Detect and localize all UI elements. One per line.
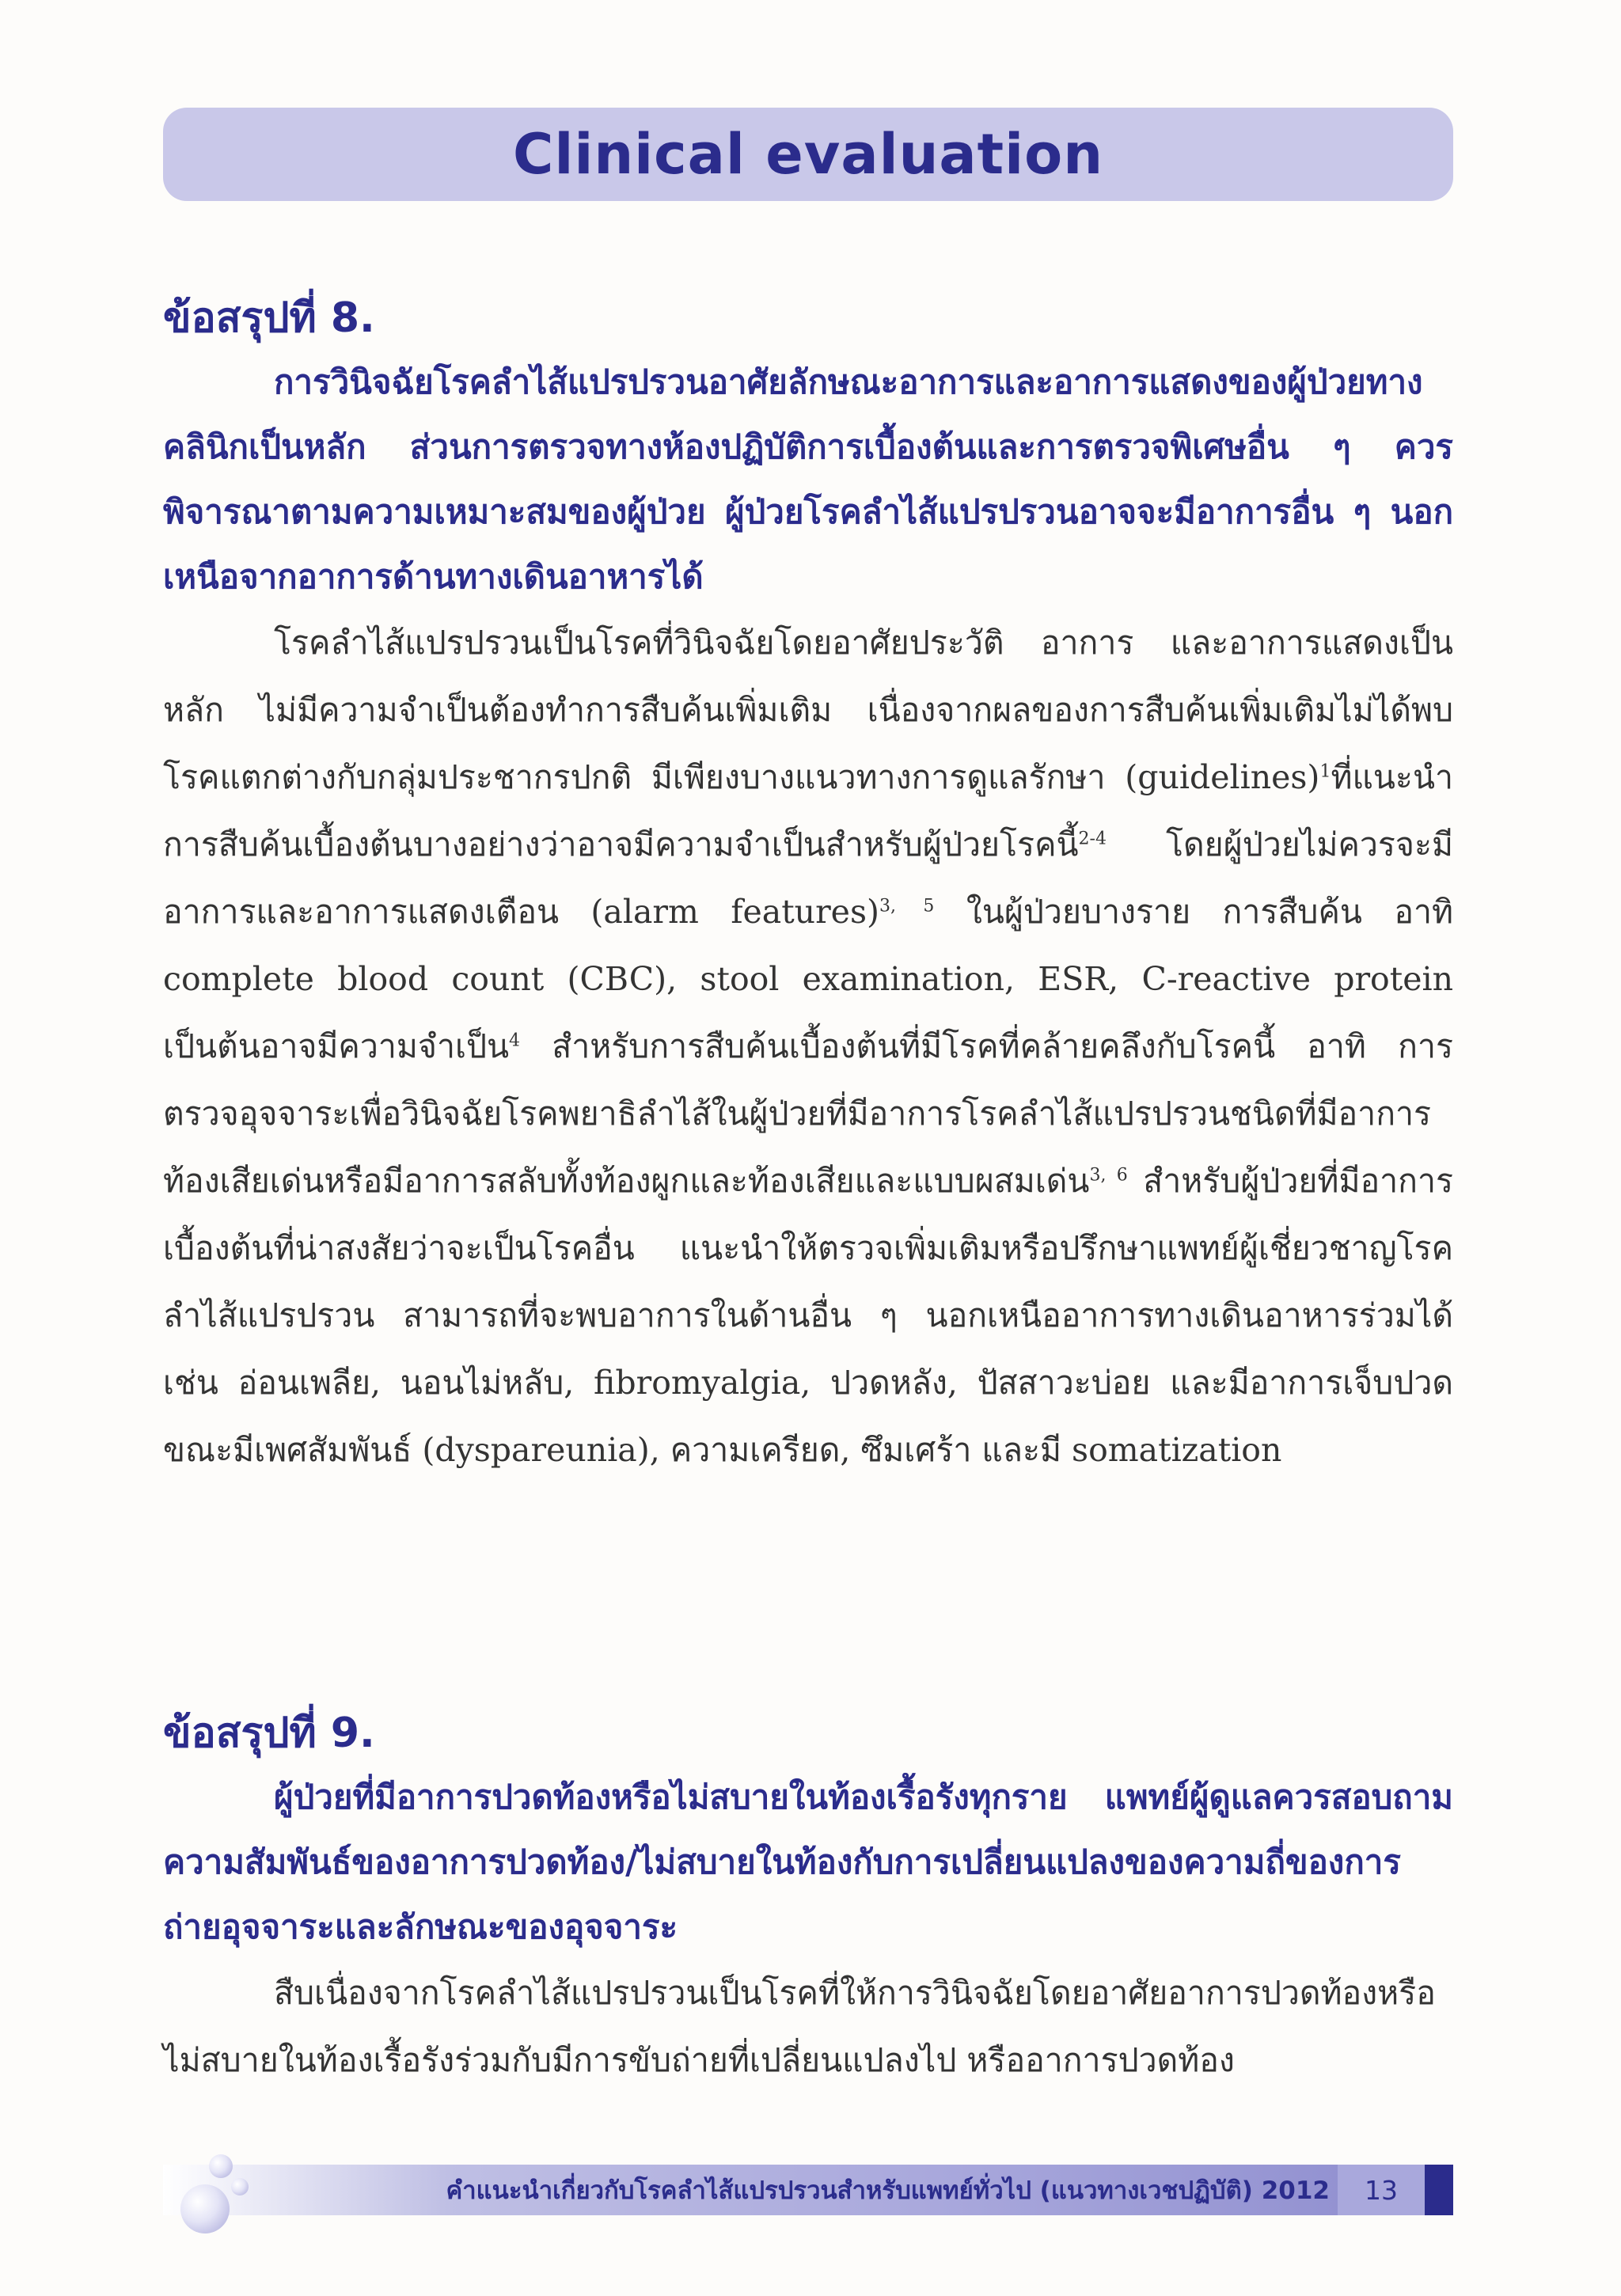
section-8-summary: การวินิจฉัยโรคลำไส้แปรปรวนอาศัยลักษณะอาการและอาการแสดงของผู้ป่วยทางคลินิกเป็นหลัก ส่วนการตรวจทางห้องปฏิบัติการเบื้องต้นและการตรวจพิเศษอื่น ๆ ควรพิจารณาตามความเหมาะสมของผู้ป่วย ผู้ป่วยโรคลำไส้แปรปรวนอาจจะมีอาการอื่น ๆ นอกเหนือจากอาการด้านทางเดินอาหารได้	[163, 362, 1453, 596]
section-9	[163, 1702, 1453, 2094]
section-9-summary: ผู้ป่วยที่มีอาการปวดท้องหรือไม่สบายในท้องเรื้อรังทุกราย แพทย์ผู้ดูแลควรสอบถามความสัมพันธ์ของอาการปวดท้อง/ไม่สบายในท้องกับการเปลี่ยนแปลงของความถี่ของการถ่ายอุจจาระและลักษณะของอุจจาระ	[163, 1778, 1453, 1946]
page-title: Clinical evaluation	[512, 122, 1104, 187]
page-number: 13	[1338, 2165, 1425, 2215]
section-9-body: สืบเนื่องจากโรคลำไส้แปรปรวนเป็นโรคที่ให้การวินิจฉัยโดยอาศัยอาการปวดท้องหรือไม่สบายในท้องเรื้อรังร่วมกับมีการขับถ่ายที่เปลี่ยนแปลงไป หรืออาการปวดท้อง	[163, 1974, 1436, 2079]
body-text-part: ในผู้ป่วยบางราย การสืบค้น อาทิ complete blood count (CBC), stool examination, ESR, C-reactive protein เป็นต้นอาจมีความจำเป็น	[163, 893, 1454, 1065]
section-8	[163, 287, 1453, 1484]
body-text-part: สำหรับผู้ป่วยที่มีอาการเบื้องต้นที่น่าสงสัยว่าจะเป็นโรคอื่น แนะนำให้ตรวจเพิ่มเติมหรือปรึกษาแพทย์ผู้เชี่ยวชาญโรคลำไส้แปรปรวน สามารถที่จะพบอาการในด้านอื่น ๆ นอกเหนืออาการทางเดินอาหารร่วมได้ เช่น อ่อนเพลีย, นอนไม่หลับ, fibromyalgia, ปวดหลัง, ปัสสาวะบ่อย และมีอาการเจ็บปวดขณะมีเพศสัมพันธ์ (dyspareunia), ความเครียด, ซึมเศร้า และมี somatization	[163, 1162, 1453, 1469]
body-text-part: สำหรับการสืบค้นเบื้องต้นที่มีโรคที่คล้ายคลึงกับโรคนี้ อาทิ การตรวจอุจจาระเพื่อวินิจฉัยโรคพยาธิลำไส้ในผู้ป่วยที่มีอาการโรคลำไส้แปรปรวนชนิดที่มีอาการท้องเสียเด่นหรือมีอาการสลับทั้งท้องผูกและท้องเสียและแบบผสมเด่น	[163, 1027, 1453, 1200]
body-text-part: โดยผู้ป่วยไม่ควรจะมีอาการและอาการแสดงเตือน (alarm features)	[163, 825, 1453, 931]
bubble-decoration	[231, 2178, 249, 2195]
reference-mark: 1	[1319, 761, 1331, 782]
body-text-part: โรคลำไส้แปรปรวนเป็นโรคที่วินิจฉัยโดยอาศัยประวัติ อาการ และอาการแสดงเป็นหลัก ไม่มีความจำเป็นต้องทำการสืบค้นเพิ่มเติม เนื่องจากผลของการสืบค้นเพิ่มเติมไม่ได้พบโรคแตกต่างกับกลุ่มประชากรปกติ มีเพียงบางแนวทางการดูแลรักษา (guidelines)	[163, 624, 1453, 796]
header-banner	[163, 108, 1453, 201]
footer-text: คำแนะนำเกี่ยวกับโรคลำไส้แปรปรวนสำหรับแพทย์ทั่วไป (แนวทางเวชปฏิบัติ) 2012	[446, 2176, 1330, 2205]
section-8-body	[163, 609, 1453, 1484]
reference-mark: 3, 6	[1089, 1165, 1128, 1186]
bubble-decoration	[180, 2184, 230, 2233]
bubble-decoration	[209, 2154, 233, 2178]
body-text-part: ที่แนะนำการสืบค้นเบื้องต้นบางอย่างว่าอาจมีความจำเป็นสำหรับผู้ป่วยโรคนี้	[163, 758, 1453, 863]
reference-mark: 2-4	[1078, 829, 1107, 849]
footer-edge	[1425, 2165, 1453, 2215]
section-8-heading: ข้อสรุปที่ 8.	[163, 294, 375, 342]
section-9-heading: ข้อสรุปที่ 9.	[163, 1710, 375, 1757]
reference-mark: 3, 5	[879, 896, 935, 917]
reference-mark: 4	[509, 1030, 521, 1051]
